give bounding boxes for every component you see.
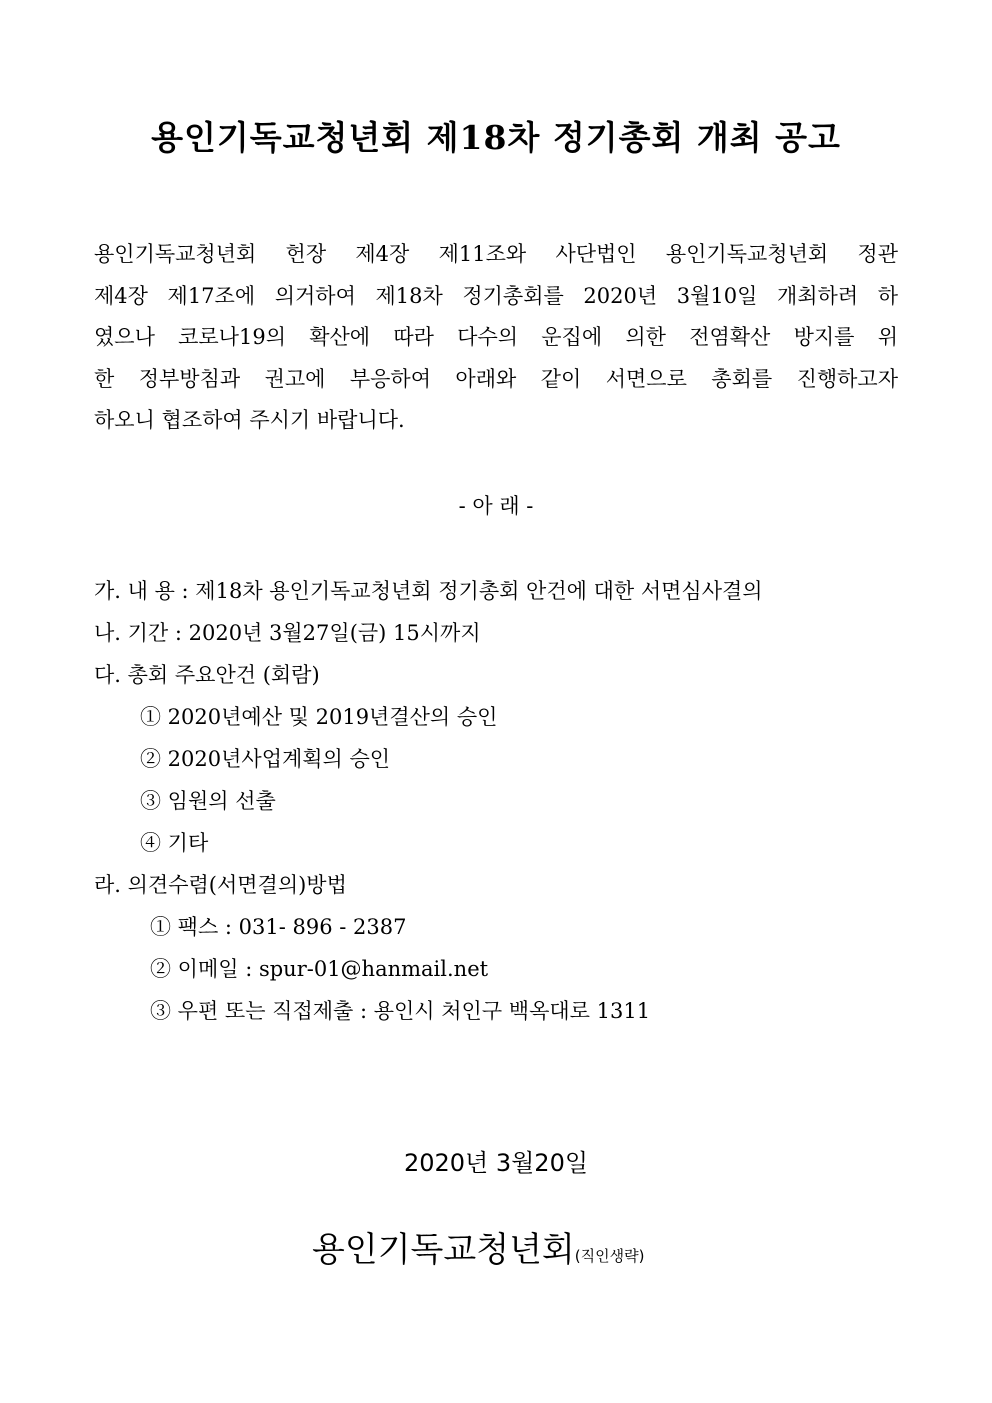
signature-organization: 용인기독교청년회 <box>312 1230 575 1270</box>
body-paragraph <box>94 234 898 442</box>
section-header: - 아 래 - <box>458 494 534 518</box>
body-line: 제4장 제17조에 의거하여 제18차 정기총회를 2020년 3월10일 개최하려 하 <box>94 283 898 308</box>
document-title: 용인기독교청년회 제18차 정기총회 개최 공고 <box>151 118 841 157</box>
item-period: 나. 기간 : 2020년 3월27일(금) 15시까지 <box>94 621 481 645</box>
item-content: 가. 내 용 : 제18차 용인기독교청년회 정기총회 안건에 대한 서면심사결의 <box>94 579 763 603</box>
item-agenda-heading: 다. 총회 주요안건 (회람) <box>94 663 320 687</box>
seal-omitted-note: (직인생략) <box>574 1247 645 1265</box>
agenda-item: ③ 임원의 선출 <box>140 789 276 813</box>
agenda-item: ④ 기타 <box>140 831 209 855</box>
item-method-heading: 라. 의견수렴(서면결의)방법 <box>94 873 347 897</box>
method-email: ② 이메일 : spur-01@hanmail.net <box>150 957 489 981</box>
body-line: 용인기독교청년회 헌장 제4장 제11조와 사단법인 용인기독교청년회 정관 <box>94 242 898 266</box>
body-line: 였으나 코로나19의 확산에 따라 다수의 운집에 의한 전염확산 방지를 위 <box>94 325 898 349</box>
body-line: 한 정부방침과 권고에 부응하여 아래와 같이 서면으로 총회를 진행하고자 <box>94 366 898 391</box>
method-post: ③ 우편 또는 직접제출 : 용인시 처인구 백옥대로 1311 <box>150 999 651 1023</box>
agenda-item: ② 2020년사업계획의 승인 <box>140 747 391 771</box>
agenda-item: ① 2020년예산 및 2019년결산의 승인 <box>140 705 498 729</box>
document-date: 2020년 3월20일 <box>403 1149 589 1177</box>
method-fax: ① 팩스 : 031- 896 - 2387 <box>150 915 407 939</box>
body-line: 하오니 협조하여 주시기 바랍니다. <box>94 408 405 432</box>
signature <box>312 1222 644 1271</box>
